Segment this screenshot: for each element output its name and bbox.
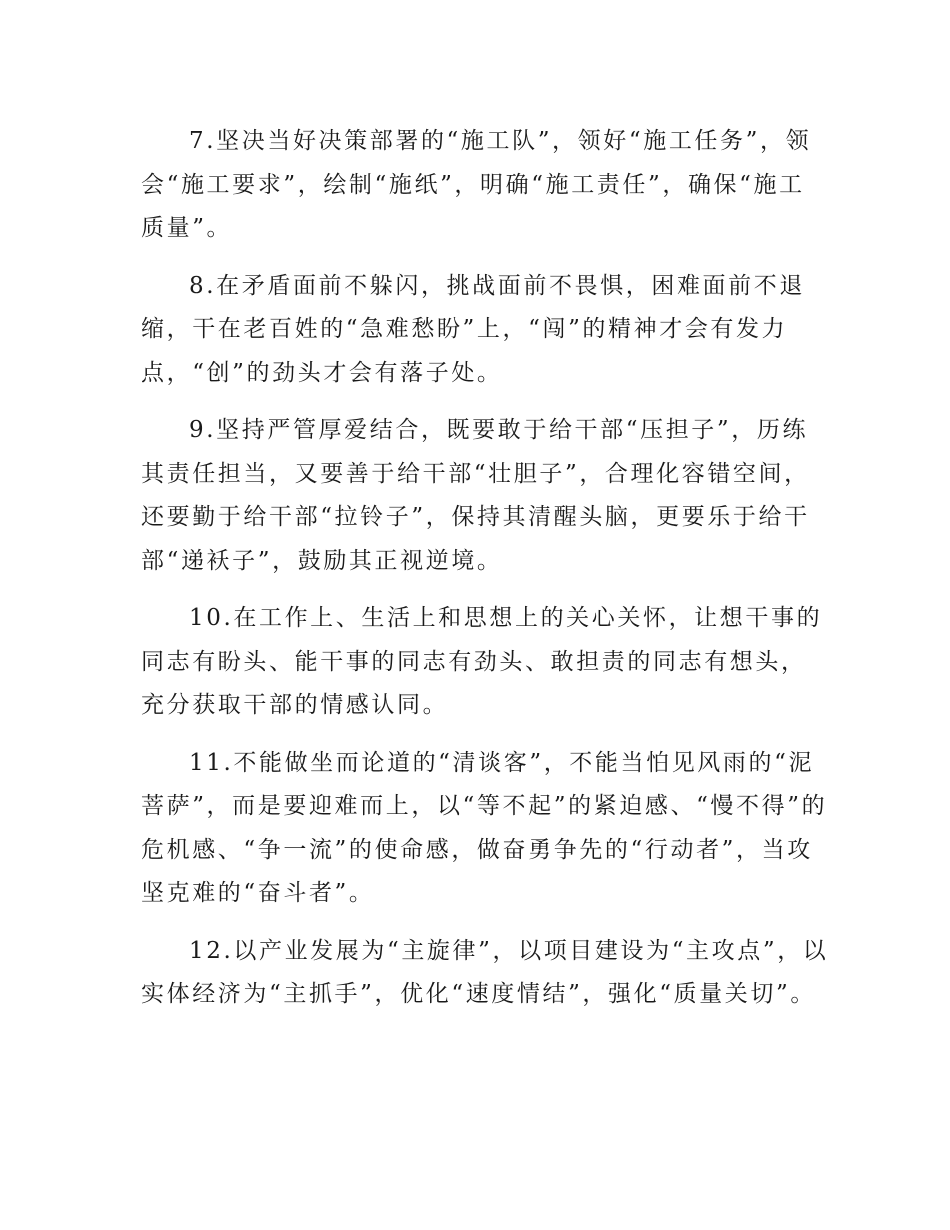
document-body [141, 120, 829, 1031]
paragraph-8: 8.在矛盾面前不躲闪，挑战面前不畏惧，困难面前不退缩，干在老百姓的“急难愁盼”上，“闯”的精神才会有发力点，“创”的劲头才会有落子处。 [141, 272, 805, 386]
paragraph-11: 11.不能做坐而论道的“清谈客”，不能当怕见风雨的“泥菩萨”，而是要迎难而上，以“等不起”的紧迫感、“慢不得”的危机感、“争一流”的使命感，做奋勇争先的“行动者”，当攻坚克难的“奋斗者”。 [141, 749, 828, 906]
paragraph-10: 10.在工作上、生活上和思想上的关心关怀，让想干事的同志有盼头、能干事的同志有劲头、敢担责的同志有想头，充分获取干部的情感认同。 [141, 605, 823, 718]
paragraph-9: 9.坚持严管厚爱结合，既要敢于给干部“压担子”，历练其责任担当，又要善于给干部“壮胆子”，合理化容错空间，还要勤于给干部“拉铃子”，保持其清醒头脑，更要乐于给干部“递袄子”，鼓励其正视逆境。 [141, 417, 810, 574]
paragraph-12: 12.以产业发展为“主旋律”，以项目建设为“主攻点”，以实体经济为“主抓手”，优化“速度情结”，强化“质量关切”。 [141, 937, 829, 1007]
paragraph-7: 7.坚决当好决策部署的“施工队”，领好“施工任务”，领会“施工要求”，绘制“施纸”，明确“施工责任”，确保“施工质量”。 [141, 128, 812, 241]
